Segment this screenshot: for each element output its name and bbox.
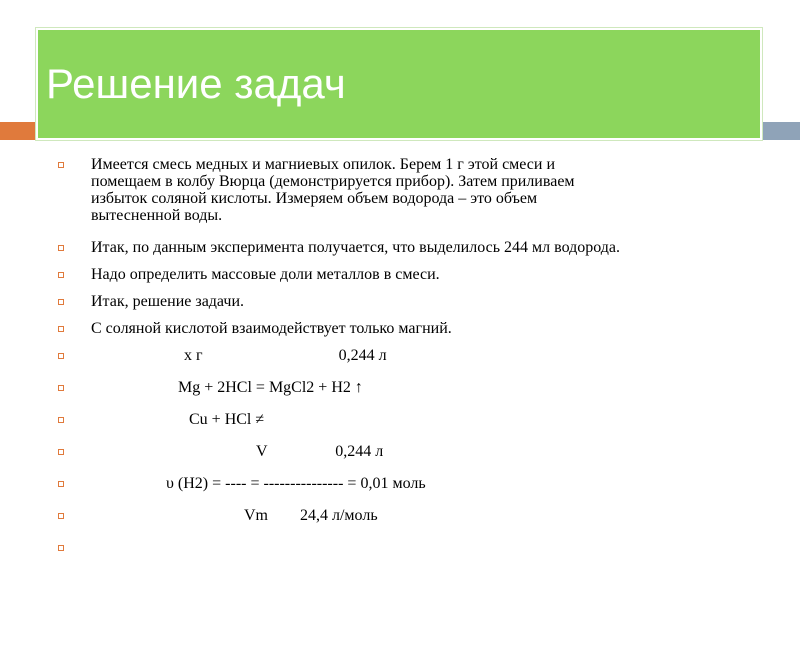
square-bullet-icon — [58, 385, 64, 391]
bullet-text: Итак, по данным эксперимента получается, что выделилось 244 мл водорода. — [91, 239, 621, 256]
accent-stripe-right — [758, 122, 800, 140]
bullet-line: избыток соляной кислоты. Измеряем объем водорода – это объем — [91, 190, 538, 207]
square-bullet-icon — [58, 299, 64, 305]
square-bullet-icon — [58, 513, 64, 519]
square-bullet-icon — [58, 449, 64, 455]
square-bullet-icon — [58, 162, 64, 168]
bullet-text: υ (H2) = ---- = --------------- = 0,01 моль — [166, 475, 426, 492]
bullet-text: Cu + HCl ≠ — [189, 411, 265, 428]
title-banner — [36, 28, 762, 140]
square-bullet-icon — [58, 417, 64, 423]
accent-stripe-left — [0, 122, 36, 140]
slide-title: Решение задач — [46, 60, 346, 107]
bullet-text: Mg + 2HCl = MgCl2 + H2 ↑ — [178, 379, 363, 396]
bullet-text: Vm 24,4 л/моль — [244, 507, 378, 524]
square-bullet-icon — [58, 245, 64, 251]
bullet-text — [91, 156, 751, 224]
bullet-text: Надо определить массовые доли металлов в смеси. — [91, 266, 440, 283]
square-bullet-icon — [58, 353, 64, 359]
bullet-text: Итак, решение задачи. — [91, 293, 244, 310]
bullet-item — [58, 156, 758, 224]
bullet-line: помещаем в колбу Вюрца (демонстрируется прибор). Затем приливаем — [91, 173, 575, 190]
bullet-line: вытесненной воды. — [91, 207, 223, 224]
bullet-text: V 0,244 л — [256, 443, 384, 460]
bullet-text: С соляной кислотой взаимодействует только магний. — [91, 320, 452, 337]
square-bullet-icon — [58, 481, 64, 487]
bullet-line: Имеется смесь медных и магниевых опилок. Берем 1 г этой смеси и — [91, 156, 556, 173]
square-bullet-icon — [58, 326, 64, 332]
square-bullet-icon — [58, 545, 64, 551]
bullet-text: x г 0,244 л — [184, 347, 387, 364]
square-bullet-icon — [58, 272, 64, 278]
